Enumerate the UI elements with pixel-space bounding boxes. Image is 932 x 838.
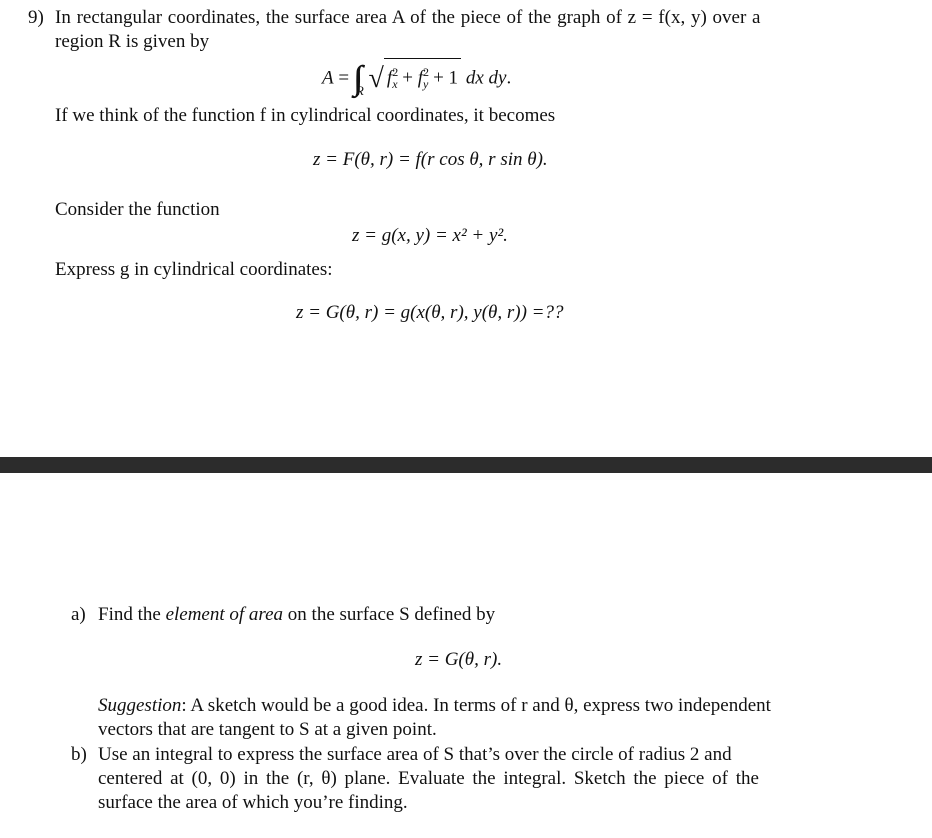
section-divider xyxy=(0,457,932,473)
equation-g: z = g(x, y) = x² + y². xyxy=(352,225,508,246)
part-a-equation: z = G(θ, r). xyxy=(415,649,503,670)
problem-line-1: In rectangular coordinates, the surface area A of the piece of the graph of z = f(x, y) over a xyxy=(55,7,761,28)
part-b-line-3: surface the area of which you’re finding. xyxy=(98,792,408,813)
part-a-label: a) xyxy=(71,604,86,625)
part-a-suggestion-line-1: Suggestion: A sketch would be a good idea. In terms of r and θ, express two independent xyxy=(98,695,771,716)
cylindrical-intro-text: If we think of the function f in cylindrical coordinates, it becomes xyxy=(55,105,556,126)
part-b-line-2: centered at (0, 0) in the (r, θ) plane. Evaluate the integral. Sketch the piece of the xyxy=(98,768,759,789)
problem-line-2: region R is given by xyxy=(55,31,210,52)
express-g-text: Express g in cylindrical coordinates: xyxy=(55,259,333,280)
part-a-emphasis: element of area xyxy=(165,604,284,625)
equation-surface-area: A = $_R$ √ $f^2_x + f^2_y + 1$ dx dy. xyxy=(322,58,511,98)
part-b-line-1: Use an integral to express the surface area of S that’s over the circle of radius 2 and xyxy=(98,744,732,765)
part-b-label: b) xyxy=(71,744,87,765)
problem-number: 9) xyxy=(28,7,44,28)
equation-G: z = G(θ, r) = g(x(θ, r), y(θ, r)) =?? xyxy=(296,302,564,323)
equation-cylindrical-f: z = F(θ, r) = f(r cos θ, r sin θ). xyxy=(313,149,548,170)
part-a-text: Find the element of area on the surface S defined by xyxy=(98,604,496,625)
consider-function-text: Consider the function xyxy=(55,199,220,220)
part-a-suggestion-line-2: vectors that are tangent to S at a given point. xyxy=(98,719,437,740)
suggestion-label: Suggestion xyxy=(98,695,182,716)
